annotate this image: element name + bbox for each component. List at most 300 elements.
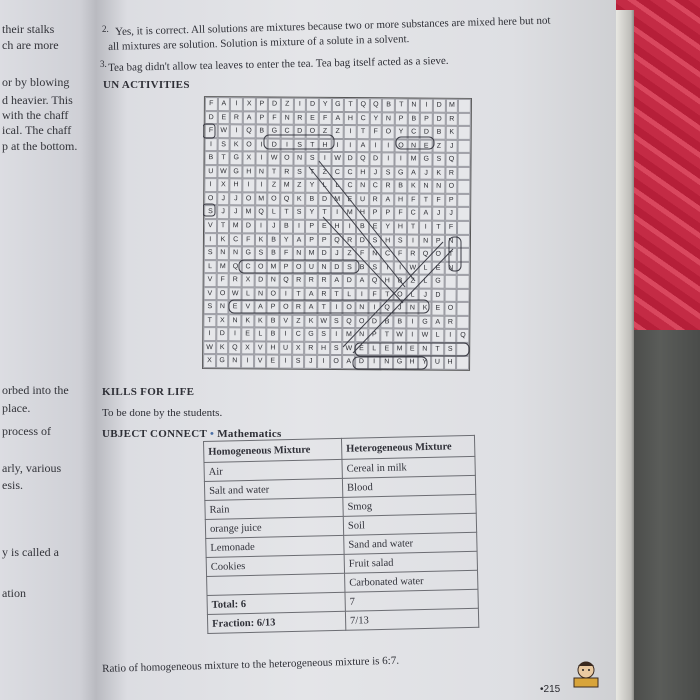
word-search-cell: J [217,206,230,220]
word-search-cell: T [318,206,331,220]
word-search-cell: I [368,301,381,315]
word-search-cell: X [242,152,255,166]
word-search-cell: Y [280,233,293,247]
word-search-cell: N [293,152,306,166]
word-search-cell: D [356,234,369,248]
word-search-cell: J [369,166,382,180]
word-search-cell: T [203,314,216,328]
word-search-cell: I [255,219,268,233]
word-search-cell: D [368,315,381,329]
word-search-cell: E [432,261,445,275]
word-search-cell: I [382,139,395,153]
word-search-cell: D [355,356,368,370]
word-search-cell: K [241,314,254,328]
word-search-cell: F [268,111,281,125]
word-search-cell: Q [280,192,293,206]
word-search-cell: C [369,180,382,194]
word-search-cell: G [432,275,445,289]
word-search-cell: I [420,99,433,113]
word-search-cell: N [356,179,369,193]
word-search-cell: T [444,248,457,262]
word-search-cell: X [292,342,305,356]
left-page-line: ation [2,586,26,600]
word-search-cell: Q [381,302,394,316]
skills-for-life-text: To be done by the students. [102,407,223,419]
word-search-cell: O [292,260,305,274]
word-search-cell: D [369,152,382,166]
word-search-cell: E [431,302,444,316]
column-header-homogeneous: Homogeneous Mixture [204,438,342,462]
word-search-cell: N [216,300,229,314]
word-search-cell: Y [305,206,318,220]
word-search-cell [457,316,470,330]
word-search-cell: S [394,234,407,248]
word-search-cell: D [318,193,331,207]
answer-number-3: 3. [100,59,107,69]
word-search-cell: Q [356,152,369,166]
word-search-cell: T [217,151,230,165]
word-search-cell: R [382,180,395,194]
word-search-cell: H [394,220,407,234]
word-search-cell: M [216,260,229,274]
word-search-cell: S [217,138,230,152]
word-search-cell: K [230,138,243,152]
word-search-cell: R [280,165,293,179]
left-page-line: orbed into the [2,383,69,397]
word-search-cell: O [216,287,229,301]
word-search-cell: I [406,329,419,343]
word-search-cell [457,221,470,235]
word-search-cell: W [419,329,432,343]
word-search-cell: N [229,314,242,328]
word-search-cell: J [304,355,317,369]
word-search-cell: H [317,342,330,356]
word-search-cell: K [305,315,318,329]
word-search-cell: G [394,166,407,180]
word-search-cell: N [229,246,242,260]
word-search-cell: C [229,233,242,247]
left-page-line: their stalks [2,22,55,36]
homogeneous-cell: Rain [205,497,343,519]
word-search-cell: T [306,138,319,152]
word-search-cell: K [254,314,267,328]
word-search-cell: Q [357,98,370,112]
word-search-cell: I [382,152,395,166]
word-search-cell: H [356,207,369,221]
word-search-cell: Y [319,98,332,112]
word-search-cell [444,275,457,289]
word-search-cell: B [407,112,420,126]
word-search-cell: T [306,166,319,180]
word-search-cell: O [395,139,408,153]
heterogeneous-cell: Blood [342,475,475,497]
word-search-cell [444,288,457,302]
word-search-cell: X [217,178,230,192]
word-search-cell: E [306,111,319,125]
word-search-cell: I [279,355,292,369]
word-search-cell: I [241,355,254,369]
word-search-cell: T [395,98,408,112]
word-search-cell: F [319,111,332,125]
word-search-cell: X [203,355,216,369]
word-search-cell: Z [406,275,419,289]
word-search-cell: K [216,341,229,355]
word-search-cell: N [407,139,420,153]
word-search-cell: R [406,248,419,262]
word-search-cell: D [343,274,356,288]
word-search-cell: L [318,179,331,193]
word-search-cell: S [330,315,343,329]
word-search-cell: I [344,139,357,153]
word-search-cell: M [267,260,280,274]
word-search-cell: Z [331,125,344,139]
word-search-cell: W [317,315,330,329]
word-search-cell: Z [281,98,294,112]
word-search-cell: N [281,111,294,125]
word-search-cell: B [267,233,280,247]
word-search-cell: L [406,288,419,302]
word-search-cell: A [419,207,432,221]
word-search-cell: J [330,247,343,261]
word-search-cell: M [242,206,255,220]
left-page-line: y is called a [2,545,59,559]
word-search-cell: J [267,219,280,233]
answer-3-line: Tea bag didn't allow tea leaves to enter the tea. Tea bag itself acted as a sieve. [108,54,449,74]
word-search-cell: L [204,260,217,274]
word-search-cell: O [267,287,280,301]
word-search-cell: E [217,111,230,125]
mascot-icon [568,660,604,690]
word-search-cell: R [318,274,331,288]
word-search-cell: G [420,153,433,167]
word-search-cell: N [420,180,433,194]
word-search-cell: U [305,260,318,274]
word-search-cell: L [368,342,381,356]
word-search-cell: O [444,302,457,316]
word-search-cell: R [229,273,242,287]
word-search-cell: A [305,287,318,301]
word-search-grid [202,96,472,371]
word-search-cell: I [203,327,216,341]
word-search-cell: Z [343,247,356,261]
heterogeneous-cell: Smog [343,494,476,516]
word-search-cell: M [331,193,344,207]
word-search-cell: B [433,126,446,140]
column-header-heterogeneous: Heterogeneous Mixture [341,435,474,459]
subject-connect-subject: Mathematics [217,428,282,440]
word-search-cell: O [330,355,343,369]
word-search-cell: J [432,207,445,221]
word-search-cell: V [204,219,217,233]
word-search-cell: M [343,328,356,342]
word-search-cell: K [217,233,230,247]
word-search-cell: M [280,179,293,193]
word-search-cell [458,126,471,140]
word-search-cell: H [444,356,457,370]
word-search-cell: A [431,315,444,329]
word-search-cell: C [344,179,357,193]
word-search-cell: G [268,125,281,139]
word-search-cell: F [205,124,218,138]
word-search-cell: G [230,151,243,165]
word-search-cell: C [407,126,420,140]
word-search-cell: R [343,234,356,248]
word-search-cell: J [419,288,432,302]
word-search-cell: D [318,247,331,261]
word-search-cell: K [445,126,458,140]
word-search-cell: W [217,124,230,138]
word-search-cell: T [420,193,433,207]
word-search-cell: Y [395,125,408,139]
word-search-cell: V [254,341,267,355]
subject-connect-title: UBJECT CONNECT [102,428,207,440]
word-search-cell: Z [318,166,331,180]
word-search-cell: F [242,233,255,247]
word-search-cell: S [293,165,306,179]
word-search-cell: H [344,112,357,126]
word-search-cell: Q [255,206,268,220]
word-search-cell: H [266,341,279,355]
word-search-cell: O [355,315,368,329]
word-search-cell: T [381,288,394,302]
left-page-line: or by blowing [2,75,70,89]
word-search-cell: Z [433,139,446,153]
word-search-cell: D [254,274,267,288]
word-search-cell: P [395,112,408,126]
word-search-cell: W [393,329,406,343]
word-search-cell: A [330,274,343,288]
word-search-cell: O [306,125,319,139]
word-search-cell: S [203,300,216,314]
word-search-cell [458,99,471,113]
word-search-cell: N [254,287,267,301]
word-search-cell: H [242,165,255,179]
word-search-cell: R [292,301,305,315]
heterogeneous-cell: Cereal in milk [342,456,475,478]
left-page-line: ical. The chaff [2,123,72,137]
word-search-cell: I [255,152,268,166]
word-search-cell: I [369,139,382,153]
word-search-cell: N [382,112,395,126]
word-search-cell: S [293,138,306,152]
word-search-cell: S [330,342,343,356]
word-search-cell: F [407,193,420,207]
word-search-cell: I [204,233,217,247]
word-search-cell: N [408,98,421,112]
word-search-cell: B [267,328,280,342]
word-search-cell: C [331,166,344,180]
word-search-cell: S [254,246,267,260]
word-search-cell: O [204,192,217,206]
word-search-cell: N [255,165,268,179]
word-search-cell: A [331,112,344,126]
word-search-cell: H [406,356,419,370]
word-search-cell: O [343,301,356,315]
word-search-cell: M [407,153,420,167]
word-search-cell: O [432,248,445,262]
word-search-cell: L [267,206,280,220]
word-search-cell: V [204,273,217,287]
left-page-line: esis. [2,478,23,492]
word-search-cell: I [343,220,356,234]
word-search-cell: N [355,301,368,315]
word-search-cell: T [317,301,330,315]
word-search-cell: A [218,97,231,111]
homogeneous-cell: Total: 6 [207,592,345,614]
word-search-cell: R [304,342,317,356]
word-search-cell: T [344,98,357,112]
word-search-cell: G [230,165,243,179]
word-search-cell [457,289,470,303]
word-search-cell: L [419,275,432,289]
bullet-icon: • [210,428,215,440]
word-search-cell: S [368,261,381,275]
word-search-cell: B [356,261,369,275]
word-search-cell: A [342,355,355,369]
word-search-cell: T [431,343,444,357]
left-page-line: d heavier. This [2,93,73,107]
word-search-cell: N [368,247,381,261]
word-search-cell: T [217,219,230,233]
word-search-cell [457,207,470,221]
word-search-cell: I [331,139,344,153]
word-search-cell: S [369,234,382,248]
word-search-cell: R [445,112,458,126]
word-search-cell: W [342,342,355,356]
word-search-cell: Q [228,341,241,355]
word-search-cell: N [292,247,305,261]
word-search-cell: Z [292,314,305,328]
word-search-cell: P [267,301,280,315]
word-search-cell: P [420,112,433,126]
word-search-cell: F [280,247,293,261]
heterogeneous-cell: Soil [343,513,476,535]
word-search-cell: N [432,180,445,194]
word-search-cell: N [445,234,458,248]
word-search-cell: D [242,219,255,233]
word-search-cell: Q [368,274,381,288]
word-search-cell: I [444,329,457,343]
word-search-cell: L [242,287,255,301]
word-search-cell: S [293,206,306,220]
word-search-cell: D [268,98,281,112]
word-search-cell: I [255,138,268,152]
word-search-cell: S [204,205,217,219]
homogeneous-cell: Air [204,459,342,481]
word-search-cell: C [292,328,305,342]
word-search-cell: K [419,302,432,316]
word-search-cell: F [216,273,229,287]
word-search-cell: P [445,194,458,208]
word-search-cell: O [445,180,458,194]
word-search-cell: F [445,221,458,235]
word-search-cell: I [293,220,306,234]
word-search-cell: I [242,179,255,193]
word-search-cell: I [394,153,407,167]
word-search-cell: I [394,261,407,275]
word-search-cell: L [419,261,432,275]
word-search-cell: E [355,342,368,356]
word-search-cell: D [433,112,446,126]
word-search-cell: G [393,356,406,370]
word-search-cell: R [369,193,382,207]
word-search-cell [458,167,471,181]
word-search-cell: H [381,234,394,248]
left-page-line: arly, various [2,461,62,475]
mixture-table [203,435,479,634]
word-search-cell: I [229,328,242,342]
word-search-cell: S [432,153,445,167]
word-search-cell: R [230,111,243,125]
word-search-cell: T [292,287,305,301]
word-search-cell: K [293,193,306,207]
word-search-cell: V [254,355,267,369]
word-search-cell: D [330,261,343,275]
word-search-cell: N [406,302,419,316]
word-search-cell [457,261,470,275]
word-search-cell: E [344,193,357,207]
word-search-cell: D [432,288,445,302]
word-search-cell: A [356,274,369,288]
word-search-cell [458,180,471,194]
word-search-cell: J [217,192,230,206]
word-search-cell: Y [306,179,319,193]
word-search-cell: P [432,234,445,248]
word-search-cell: C [357,112,370,126]
word-search-cell: B [306,193,319,207]
homogeneous-cell: Salt and water [204,478,342,500]
word-search-cell [457,302,470,316]
homogeneous-cell: Cookies [206,554,344,576]
word-search-cell: D [205,111,218,125]
word-search-cell: O [242,192,255,206]
word-search-cell: G [419,315,432,329]
word-search-cell: N [228,355,241,369]
word-search-cell [458,139,471,153]
word-search-cell: D [216,328,229,342]
answer-2-line-2: all mixtures are solution. Solution is mixture of a solute in a solvent. [108,33,410,53]
word-search-cell: K [407,180,420,194]
word-search-cell: O [394,288,407,302]
word-search-cell: N [267,274,280,288]
homogeneous-cell: orange juice [205,516,343,538]
word-search-cell: I [330,301,343,315]
word-search-cell: I [230,97,243,111]
word-search-cell: H [230,179,243,193]
word-search-cell [457,234,470,248]
word-search-cell: S [306,152,319,166]
word-search-cell: V [279,314,292,328]
word-search-cell: O [382,125,395,139]
word-search-cell: G [242,246,255,260]
word-search-cell: I [344,125,357,139]
word-search-cell: H [356,166,369,180]
word-search-cell: Y [369,112,382,126]
word-search-cell: B [255,125,268,139]
word-search-cell: I [279,328,292,342]
word-search-cell: Q [445,153,458,167]
word-search-cell: F [369,125,382,139]
word-search-cell: G [216,355,229,369]
word-search-cell: B [204,151,217,165]
word-search-cell: A [305,301,318,315]
word-search-cell: Q [243,124,256,138]
word-search-cell: T [268,165,281,179]
word-search-cell: V [241,301,254,315]
word-search-cell: X [242,273,255,287]
word-search-cell: H [394,193,407,207]
word-search-cell: I [406,315,419,329]
